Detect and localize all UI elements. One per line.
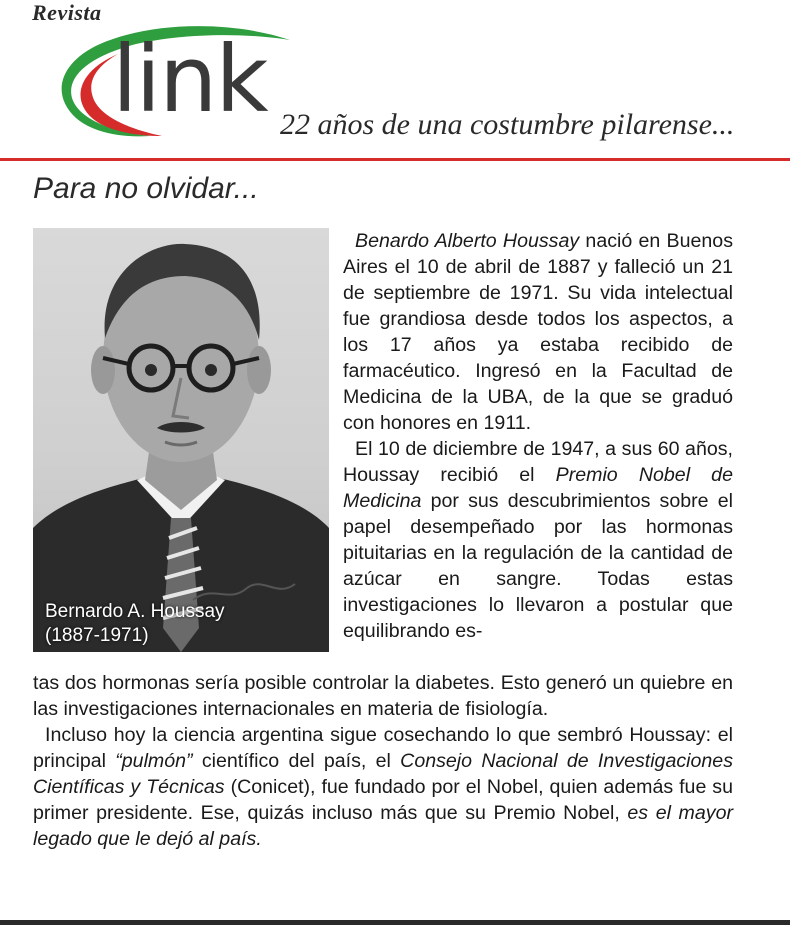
masthead xyxy=(0,0,790,160)
portrait-photo xyxy=(33,228,329,652)
header-divider xyxy=(0,158,790,161)
caption-years: (1887-1971) xyxy=(45,625,149,646)
houssay-name: Benardo Alberto Houssay xyxy=(355,230,580,252)
conicet-name: Consejo Nacional de Investigaciones Científicas y Técnicas xyxy=(33,750,733,798)
caption-name: Bernardo A. Houssay xyxy=(45,601,225,622)
photo-caption xyxy=(45,600,225,648)
paragraph-3 xyxy=(33,722,733,852)
tagline: 22 años de una costumbre pilarense... xyxy=(280,108,735,141)
legacy-phrase: es el mayor legado que le dejó al país. xyxy=(33,802,733,850)
paragraph-2 xyxy=(343,436,733,644)
paragraph-2-text-a: El 10 de diciembre de 1947, a sus 60 años, Houssay recibió el xyxy=(343,438,733,486)
paragraph-2-text-b: por sus descubrimientos sobre el papel desempeñado por las hormonas pituitarias en la regulación de la cantidad de azúcar en sangre. Todas estas investigaciones lo llevaron a postular que equilibrando es- xyxy=(343,490,733,642)
section-title: Para no olvidar... xyxy=(33,172,259,205)
footer-divider xyxy=(0,920,790,925)
nobel-prize-name: Premio Nobel de Medicina xyxy=(343,464,733,512)
paragraph-3-text-c: (Conicet), fue fundado por el Nobel, quien además fue su primer presidente. Ese, quizás incluso más que su Premio Nobel, xyxy=(33,776,733,824)
revista-label: Revista xyxy=(32,0,102,25)
article-column-full xyxy=(33,670,733,852)
paragraph-3-text-a: Incluso hoy la ciencia argentina sigue cosechando lo que sembró Houssay: el principal xyxy=(33,724,733,772)
article-column-right xyxy=(343,228,733,644)
paragraph-1 xyxy=(343,228,733,436)
paragraph-1-text: nació en Buenos Aires el 10 de abril de 1887 y falleció un 21 de septiembre de 1971. Su vida intelectual fue grandiosa desde todos los aspectos, a los 17 años ya estaba recibido de farmacéutico. Ingresó en la Facultad de Medicina de la UBA, de la que se graduó con honores en 1911. xyxy=(343,230,734,434)
portrait-illustration xyxy=(33,228,329,652)
paragraph-3-text-b: científico del país, el xyxy=(192,750,401,772)
pulmon-term: “pulmón” xyxy=(115,750,193,772)
logo-text: link xyxy=(112,26,267,133)
paragraph-2-continued: tas dos hormonas sería posible controlar la diabetes. Esto generó un quiebre en las investigaciones internacionales en materia de fisiología. xyxy=(33,672,733,720)
